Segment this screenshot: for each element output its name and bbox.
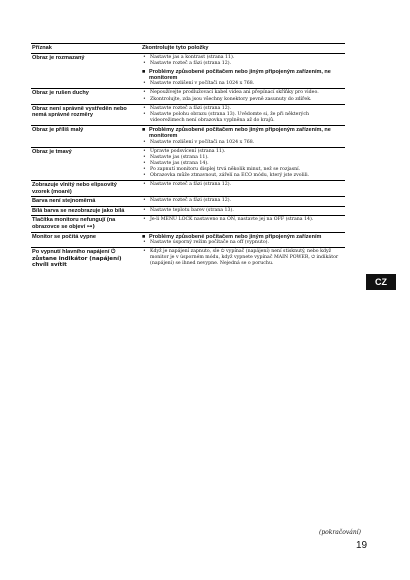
check-item: Nastavte rozteč a fázi (strana 12). <box>150 198 232 204</box>
symptom-cell <box>31 216 138 231</box>
table-row <box>31 233 345 248</box>
power-icon: ⏻ zůstane indikátor (napájení) chvíli svítit <box>32 249 122 269</box>
table-row <box>31 181 345 197</box>
table-header <box>31 44 345 54</box>
symptom-cell: Barva není stejnoměrná <box>32 198 96 205</box>
check-cell: • Když je napájení zapnuto, sle ⏻ vypínač (napájení) není stisknutý, nebo když monitor je v úsporném módu, když vypnete vypínač MAIN POWER, ⏻ indikátor (napájení) se ihned nevypne. Nejedná se o poruchu. <box>138 248 345 270</box>
check-item: Nastavte rozteč a fázi (strana 12). <box>150 60 232 66</box>
check-cell: ■ Problémy způsobené počítačem nebo jiným připojeným zařízením, ne monitorem • Nastavte rozlišení v počítači na 1024 x 768. <box>138 126 345 147</box>
check-item: Nastavte rozteč a fázi (strana 12). <box>150 182 232 188</box>
table-row <box>31 216 345 232</box>
table-row <box>31 197 345 207</box>
symptom-cell: Obraz je rozmazaný <box>32 54 85 61</box>
table-row <box>31 105 345 126</box>
check-item: Nastavte jas a kontrast (strana 11). <box>150 54 235 60</box>
symptom-text: Tlačítka monitoru nefungují (na obrazovce se objeví <box>32 217 116 231</box>
table-row <box>31 126 345 148</box>
check-item: Obrazovka může ztmavnout, zářelí na ECO módu, který jste zvolili. <box>150 173 310 178</box>
table-row <box>31 207 345 217</box>
check-item: Nastavte rozlišení v počítači na 1024 x 768. <box>150 139 255 145</box>
language-tab-cz: CZ <box>366 274 396 290</box>
section-heading: Problémy způsobené počítačem nebo jiným připojeným zařízením <box>149 233 322 240</box>
section-heading: Problémy způsobené počítačem nebo jiným připojeným zařízením, ne monitorem <box>149 126 331 140</box>
check-item: Nastavte polohu obrazu (strana 13). Uvědomte si, že při některých videorežimech není obrazovka vyplněna až do krajů. <box>150 111 309 123</box>
continued-note: (pokračování) <box>319 529 361 536</box>
check-item: Nastavte jas (strana 14). <box>150 160 209 166</box>
header-symptom: Příznak <box>32 45 52 51</box>
check-item: Nastavte teplotu barev (strana 13). <box>150 207 234 213</box>
symptom-text: Po vypnutí hlavního napájení <box>32 249 110 256</box>
check-item: Nastavte rozteč a fázi (strana 12). <box>150 105 232 111</box>
symptom-cell: Bílá barva se nezobrazuje jako bílá <box>32 207 125 214</box>
check-cell: • Nastavte rozteč a fázi (strana 12). <box>138 181 345 196</box>
key-lock-icon: ⊶) <box>86 224 95 231</box>
troubleshooting-table <box>31 43 345 270</box>
check-item: Po zapnutí monitoru displej trvá několik minut, než se rozjasní. <box>150 166 301 172</box>
symptom-cell: Zobrazuje vlnitý nebo elipsovitý vzorek (moaré) <box>32 182 117 195</box>
section-heading: Problémy způsobené počítačem nebo jiným připojeným zařízením, ne monitorem <box>149 68 331 82</box>
header-check: Zkontrolujte tyto položky <box>142 45 209 51</box>
check-cell: • Nastavte jas a kontrast (strana 11). • Nastavte rozteč a fázi (strana 12). ■ Problémy způsobené počítačem nebo jiným připojeným zařízením, ne monitorem • Nastavte rozlišení v počítači na 1024 x 768. <box>138 54 345 89</box>
check-item: Upravte podsvícení (strana 11). <box>150 148 226 154</box>
check-cell: • Nepoužívejte prodlužovací kabel videa ani přepínací skříňky pro video. • Zkontrolujte, zda jsou všechny konektory pevně zasunuty do zdířek. <box>138 89 345 103</box>
check-item: Nepoužívejte prodlužovací kabel videa ani přepínací skříňky pro video. <box>150 90 319 96</box>
symptom-cell: Obraz není správně vystředěn nebo nemá správné rozměry <box>32 105 127 119</box>
check-item: Nastavte úsporný režim počítače na off (vypnuto). <box>150 239 269 245</box>
symptom-cell <box>31 248 138 270</box>
check-item: Nastavte jas (strana 11). <box>150 154 209 160</box>
table-row <box>31 54 345 90</box>
symptom-cell: Obraz je tmavý <box>32 148 72 155</box>
check-cell: • Upravte podsvícení (strana 11). • Nastavte jas (strana 11). • Nastavte jas (strana 14). • Po zapnutí monitoru displej trvá několik minut, než se rozjasní. • Obrazovka může ztmavnout, zářelí na ECO módu, který jste zvolili. <box>138 148 345 180</box>
check-item: Když je napájení zapnuto, sle ⏻ vypínač (napájení) není stisknutý, nebo když monitor je v úsporném módu, když vypnete vypínač MAIN POWER, ⏻ indikátor (napájení) se ihned nevypne. Nejedná se o poruchu. <box>150 249 339 267</box>
table-row <box>31 248 345 270</box>
check-item: Je-li MENU LOCK nastaveno na ON, nastavte jej na OFF (strana 14). <box>150 217 314 223</box>
check-cell: ■ Problémy způsobené počítačem nebo jiným připojeným zařízením • Nastavte úsporný režim počítače na off (vypnuto). <box>138 233 345 247</box>
table-row <box>31 148 345 181</box>
check-cell: • Nastavte rozteč a fázi (strana 12). <box>138 197 345 206</box>
check-cell: • Nastavte rozteč a fázi (strana 12). • Nastavte polohu obrazu (strana 13). Uvědomte si, že při některých videorežimech není obrazovka vyplněna až do krajů. <box>138 105 345 125</box>
check-cell: • Je-li MENU LOCK nastaveno na ON, nastavte jej na OFF (strana 14). <box>138 216 345 231</box>
symptom-cell: Obraz je rušen duchy <box>32 90 89 97</box>
symptom-cell: Obraz je příliš malý <box>32 126 84 133</box>
symptom-cell: Monitor se počítá vypne <box>32 233 97 240</box>
page-number: 19 <box>356 540 368 551</box>
check-cell: • Nastavte teplotu barev (strana 13). <box>138 207 345 216</box>
check-item: Zkontrolujte, zda jsou všechny konektory pevně zasunuty do zdířek. <box>150 96 312 102</box>
table-row <box>31 89 345 104</box>
check-item: Nastavte rozlišení v počítači na 1024 x 768. <box>150 81 255 87</box>
